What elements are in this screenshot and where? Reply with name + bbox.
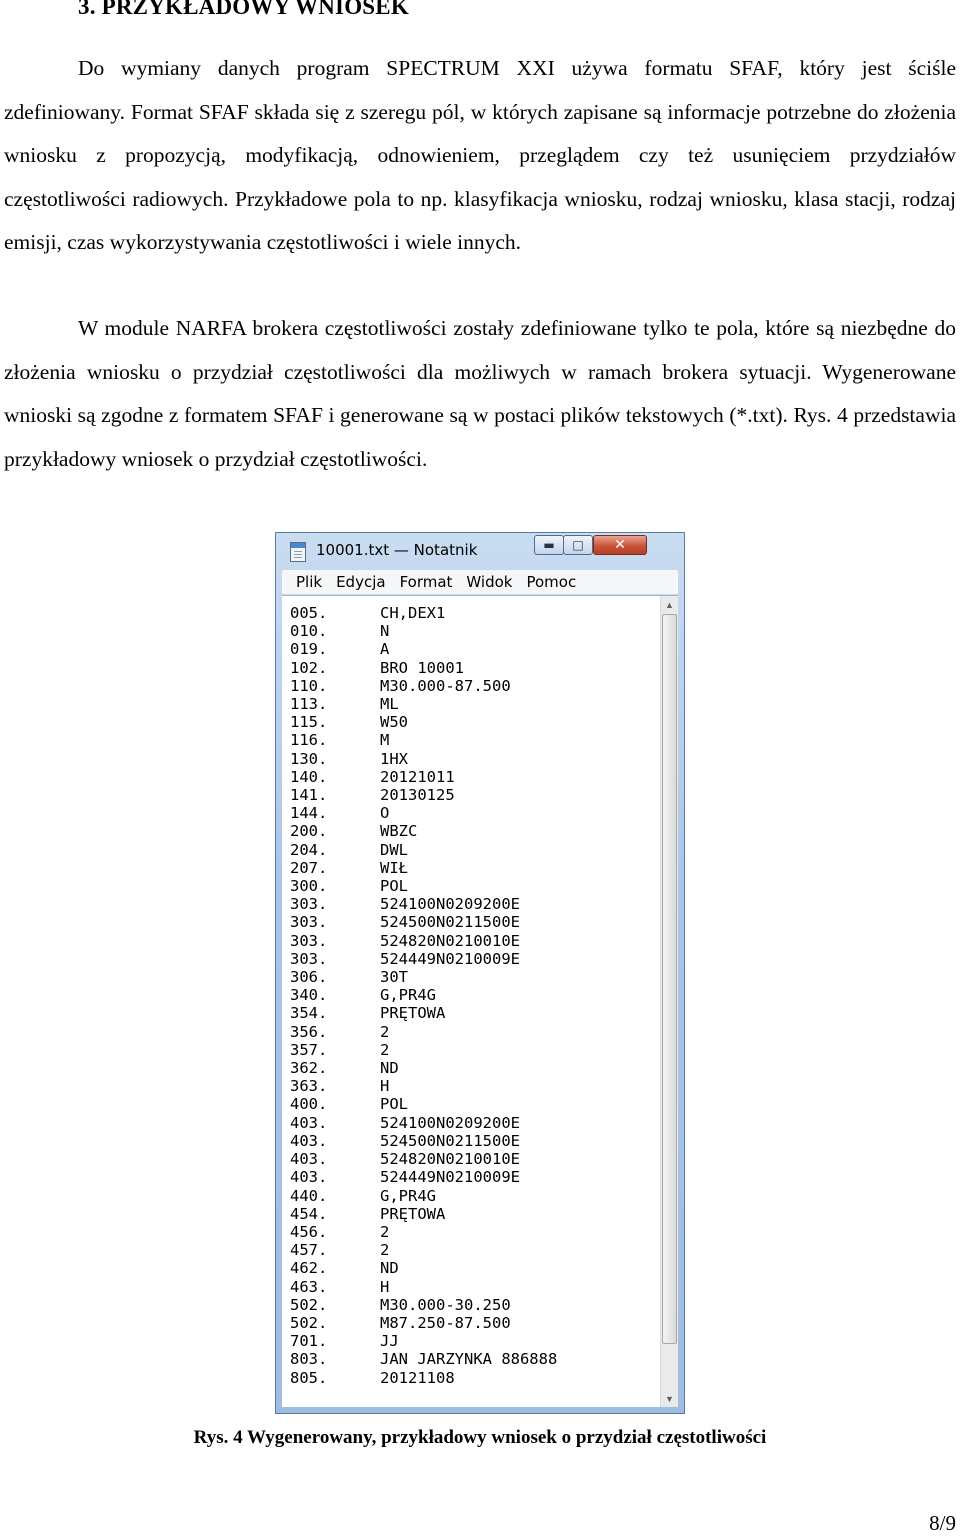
file-line [290, 1059, 557, 1077]
field-code: 803. [290, 1350, 328, 1369]
field-code: 403. [290, 1131, 328, 1150]
minimize-icon: ▬ [543, 538, 555, 552]
file-line [290, 1187, 557, 1205]
field-code: 701. [290, 1332, 328, 1351]
field-code: 110. [290, 676, 328, 695]
field-value: 524820N0210010E [380, 1150, 520, 1169]
file-line [290, 859, 557, 877]
field-code: 357. [290, 1040, 328, 1059]
field-value: H [380, 1277, 390, 1296]
field-code: 463. [290, 1277, 328, 1296]
field-code: 363. [290, 1077, 328, 1096]
field-code: 019. [290, 640, 328, 659]
field-value: JJ [380, 1332, 399, 1351]
field-code: 403. [290, 1168, 328, 1187]
notepad-icon [290, 542, 306, 562]
file-line [290, 1004, 557, 1022]
field-value: 524449N0210009E [380, 1168, 520, 1187]
field-code: 303. [290, 913, 328, 932]
field-value: BRO 10001 [380, 658, 464, 677]
section-heading: 3. PRZYKŁADOWY WNIOSEK [78, 0, 409, 19]
page-number: 8/9 [929, 1511, 956, 1535]
field-value: 2 [380, 1241, 390, 1260]
field-value: G,PR4G [380, 1186, 436, 1205]
field-value: N [380, 622, 390, 641]
file-line [290, 841, 557, 859]
file-line [290, 1095, 557, 1113]
field-value: CH,DEX1 [380, 604, 446, 622]
field-value: 1HX [380, 749, 408, 768]
file-line [290, 640, 557, 658]
file-line [290, 1205, 557, 1223]
file-line [290, 1332, 557, 1350]
field-code: 116. [290, 731, 328, 750]
field-value: 20121011 [380, 767, 455, 786]
file-line [290, 713, 557, 731]
file-line [290, 1041, 557, 1059]
window-title: 10001.txt — Notatnik [316, 541, 478, 559]
field-code: 362. [290, 1059, 328, 1078]
scroll-up-icon[interactable]: ▲ [665, 599, 674, 610]
field-code: 502. [290, 1295, 328, 1314]
file-line [290, 804, 557, 822]
field-value: POL [380, 1095, 408, 1114]
file-line [290, 768, 557, 786]
file-line [290, 677, 557, 695]
file-line [290, 750, 557, 768]
field-value: ML [380, 695, 399, 714]
field-value: M30.000-87.500 [380, 676, 511, 695]
file-line [290, 986, 557, 1004]
file-line [290, 1278, 557, 1296]
file-line [290, 1314, 557, 1332]
field-code: 462. [290, 1259, 328, 1278]
close-icon: ✕ [614, 537, 626, 553]
file-line [290, 786, 557, 804]
menu-item-pomoc[interactable]: Pomoc [526, 573, 577, 591]
field-code: 306. [290, 968, 328, 987]
field-value: 524500N0211500E [380, 1131, 520, 1150]
field-code: 140. [290, 767, 328, 786]
field-code: 403. [290, 1113, 328, 1132]
field-value: 524100N0209200E [380, 895, 520, 914]
field-code: 200. [290, 822, 328, 841]
file-line [290, 822, 557, 840]
field-code: 356. [290, 1022, 328, 1041]
file-line [290, 1077, 557, 1095]
field-value: 30T [380, 968, 408, 987]
field-code: 113. [290, 695, 328, 714]
field-code: 502. [290, 1313, 328, 1332]
field-value: H [380, 1077, 390, 1096]
paragraph-2 [4, 307, 956, 481]
field-value: ND [380, 1259, 399, 1278]
field-value: 524449N0210009E [380, 949, 520, 968]
file-line [290, 1223, 557, 1241]
field-value: 524500N0211500E [380, 913, 520, 932]
field-value: 20130125 [380, 786, 455, 805]
field-value: JAN JARZYNKA 886888 [380, 1350, 558, 1369]
paragraph-1 [4, 47, 956, 265]
title-bar[interactable] [276, 533, 684, 569]
minimize-button[interactable] [534, 535, 564, 555]
field-value: 2 [380, 1222, 390, 1241]
menu-bar [282, 570, 678, 594]
maximize-button[interactable] [563, 535, 593, 555]
menu-item-plik[interactable]: Plik [296, 573, 323, 591]
field-value: 524820N0210010E [380, 931, 520, 950]
file-line [290, 913, 557, 931]
field-value: 2 [380, 1022, 390, 1041]
field-value: W50 [380, 713, 408, 732]
field-value: M30.000-30.250 [380, 1295, 511, 1314]
field-value: DWL [380, 840, 408, 859]
field-code: 403. [290, 1150, 328, 1169]
field-value: 20121108 [380, 1368, 455, 1387]
field-value: PRĘTOWA [380, 1204, 446, 1223]
close-button[interactable] [593, 535, 647, 555]
file-line [290, 1241, 557, 1259]
field-code: 300. [290, 877, 328, 896]
file-line [290, 1150, 557, 1168]
field-value: ND [380, 1059, 399, 1078]
field-value: PRĘTOWA [380, 1004, 446, 1023]
file-line [290, 659, 557, 677]
field-value: POL [380, 877, 408, 896]
field-code: 354. [290, 1004, 328, 1023]
file-line [290, 1168, 557, 1186]
field-code: 303. [290, 895, 328, 914]
menu-item-format[interactable]: Format [399, 573, 453, 591]
field-value: O [380, 804, 390, 823]
file-content [290, 604, 557, 1387]
menu-item-edycja[interactable]: Edycja [336, 573, 386, 591]
field-value: WIŁ [380, 858, 408, 877]
field-code: 454. [290, 1204, 328, 1223]
file-line [290, 622, 557, 640]
field-code: 115. [290, 713, 328, 732]
file-line [290, 1132, 557, 1150]
file-line [290, 895, 557, 913]
maximize-icon: □ [572, 538, 584, 552]
file-line [290, 604, 557, 622]
field-value: G,PR4G [380, 986, 436, 1005]
field-value: 2 [380, 1040, 390, 1059]
field-code: 456. [290, 1222, 328, 1241]
field-value: A [380, 640, 390, 659]
field-code: 303. [290, 949, 328, 968]
vertical-scrollbar[interactable] [660, 596, 678, 1407]
field-value: M87.250-87.500 [380, 1313, 511, 1332]
file-line [290, 695, 557, 713]
figure-caption: Rys. 4 Wygenerowany, przykładowy wniosek o przydział częstotliwości [193, 1427, 767, 1448]
file-line [290, 1369, 557, 1387]
file-line [290, 731, 557, 749]
scrollbar-thumb[interactable] [662, 614, 677, 1344]
paragraph-1-text: Do wymiany danych program SPECTRUM XXI używa formatu SFAF, który jest ściśle zdefiniowany. Format SFAF składa się z szeregu pól, w których zapisane są informacje potrzebne do złożenia wniosku z propozycją, modyfikacją, odnowieniem, przeglądem czy też usunięciem przydziałów częstotliwości radiowych. Przykładowe pola to np. klasyfikacja wniosku, rodzaj wniosku, klasa stacji, rodzaj emisji, czas wykorzystywania częstotliwości i wiele innych. [4, 56, 956, 255]
field-code: 457. [290, 1241, 328, 1260]
field-code: 340. [290, 986, 328, 1005]
field-code: 141. [290, 786, 328, 805]
scroll-down-icon[interactable]: ▼ [665, 1393, 674, 1404]
field-code: 440. [290, 1186, 328, 1205]
menu-item-widok[interactable]: Widok [466, 573, 513, 591]
file-line [290, 1259, 557, 1277]
field-code: 005. [290, 604, 328, 622]
field-code: 130. [290, 749, 328, 768]
file-line [290, 1296, 557, 1314]
field-code: 303. [290, 931, 328, 950]
paragraph-2-text: W module NARFA brokera częstotliwości zostały zdefiniowane tylko te pola, które są niezbędne do złożenia wniosku o przydział częstotliwości dla możliwych w ramach brokera sytuacji. Wygenerowane wnioski są zgodne z formatem SFAF i generowane są w postaci plików tekstowych (*.txt). Rys. 4 przedstawia przykładowy wniosek o przydział częstotliwości. [4, 316, 956, 471]
field-code: 805. [290, 1368, 328, 1387]
file-line [290, 1023, 557, 1041]
field-code: 400. [290, 1095, 328, 1114]
field-code: 010. [290, 622, 328, 641]
file-line [290, 877, 557, 895]
file-line [290, 932, 557, 950]
file-line [290, 1350, 557, 1368]
notepad-window [275, 532, 685, 1414]
file-line [290, 950, 557, 968]
file-line [290, 968, 557, 986]
field-code: 144. [290, 804, 328, 823]
text-editor[interactable] [282, 595, 678, 1407]
field-value: 524100N0209200E [380, 1113, 520, 1132]
field-code: 204. [290, 840, 328, 859]
file-line [290, 1114, 557, 1132]
field-value: WBZC [380, 822, 418, 841]
field-value: M [380, 731, 390, 750]
field-code: 102. [290, 658, 328, 677]
field-code: 207. [290, 858, 328, 877]
